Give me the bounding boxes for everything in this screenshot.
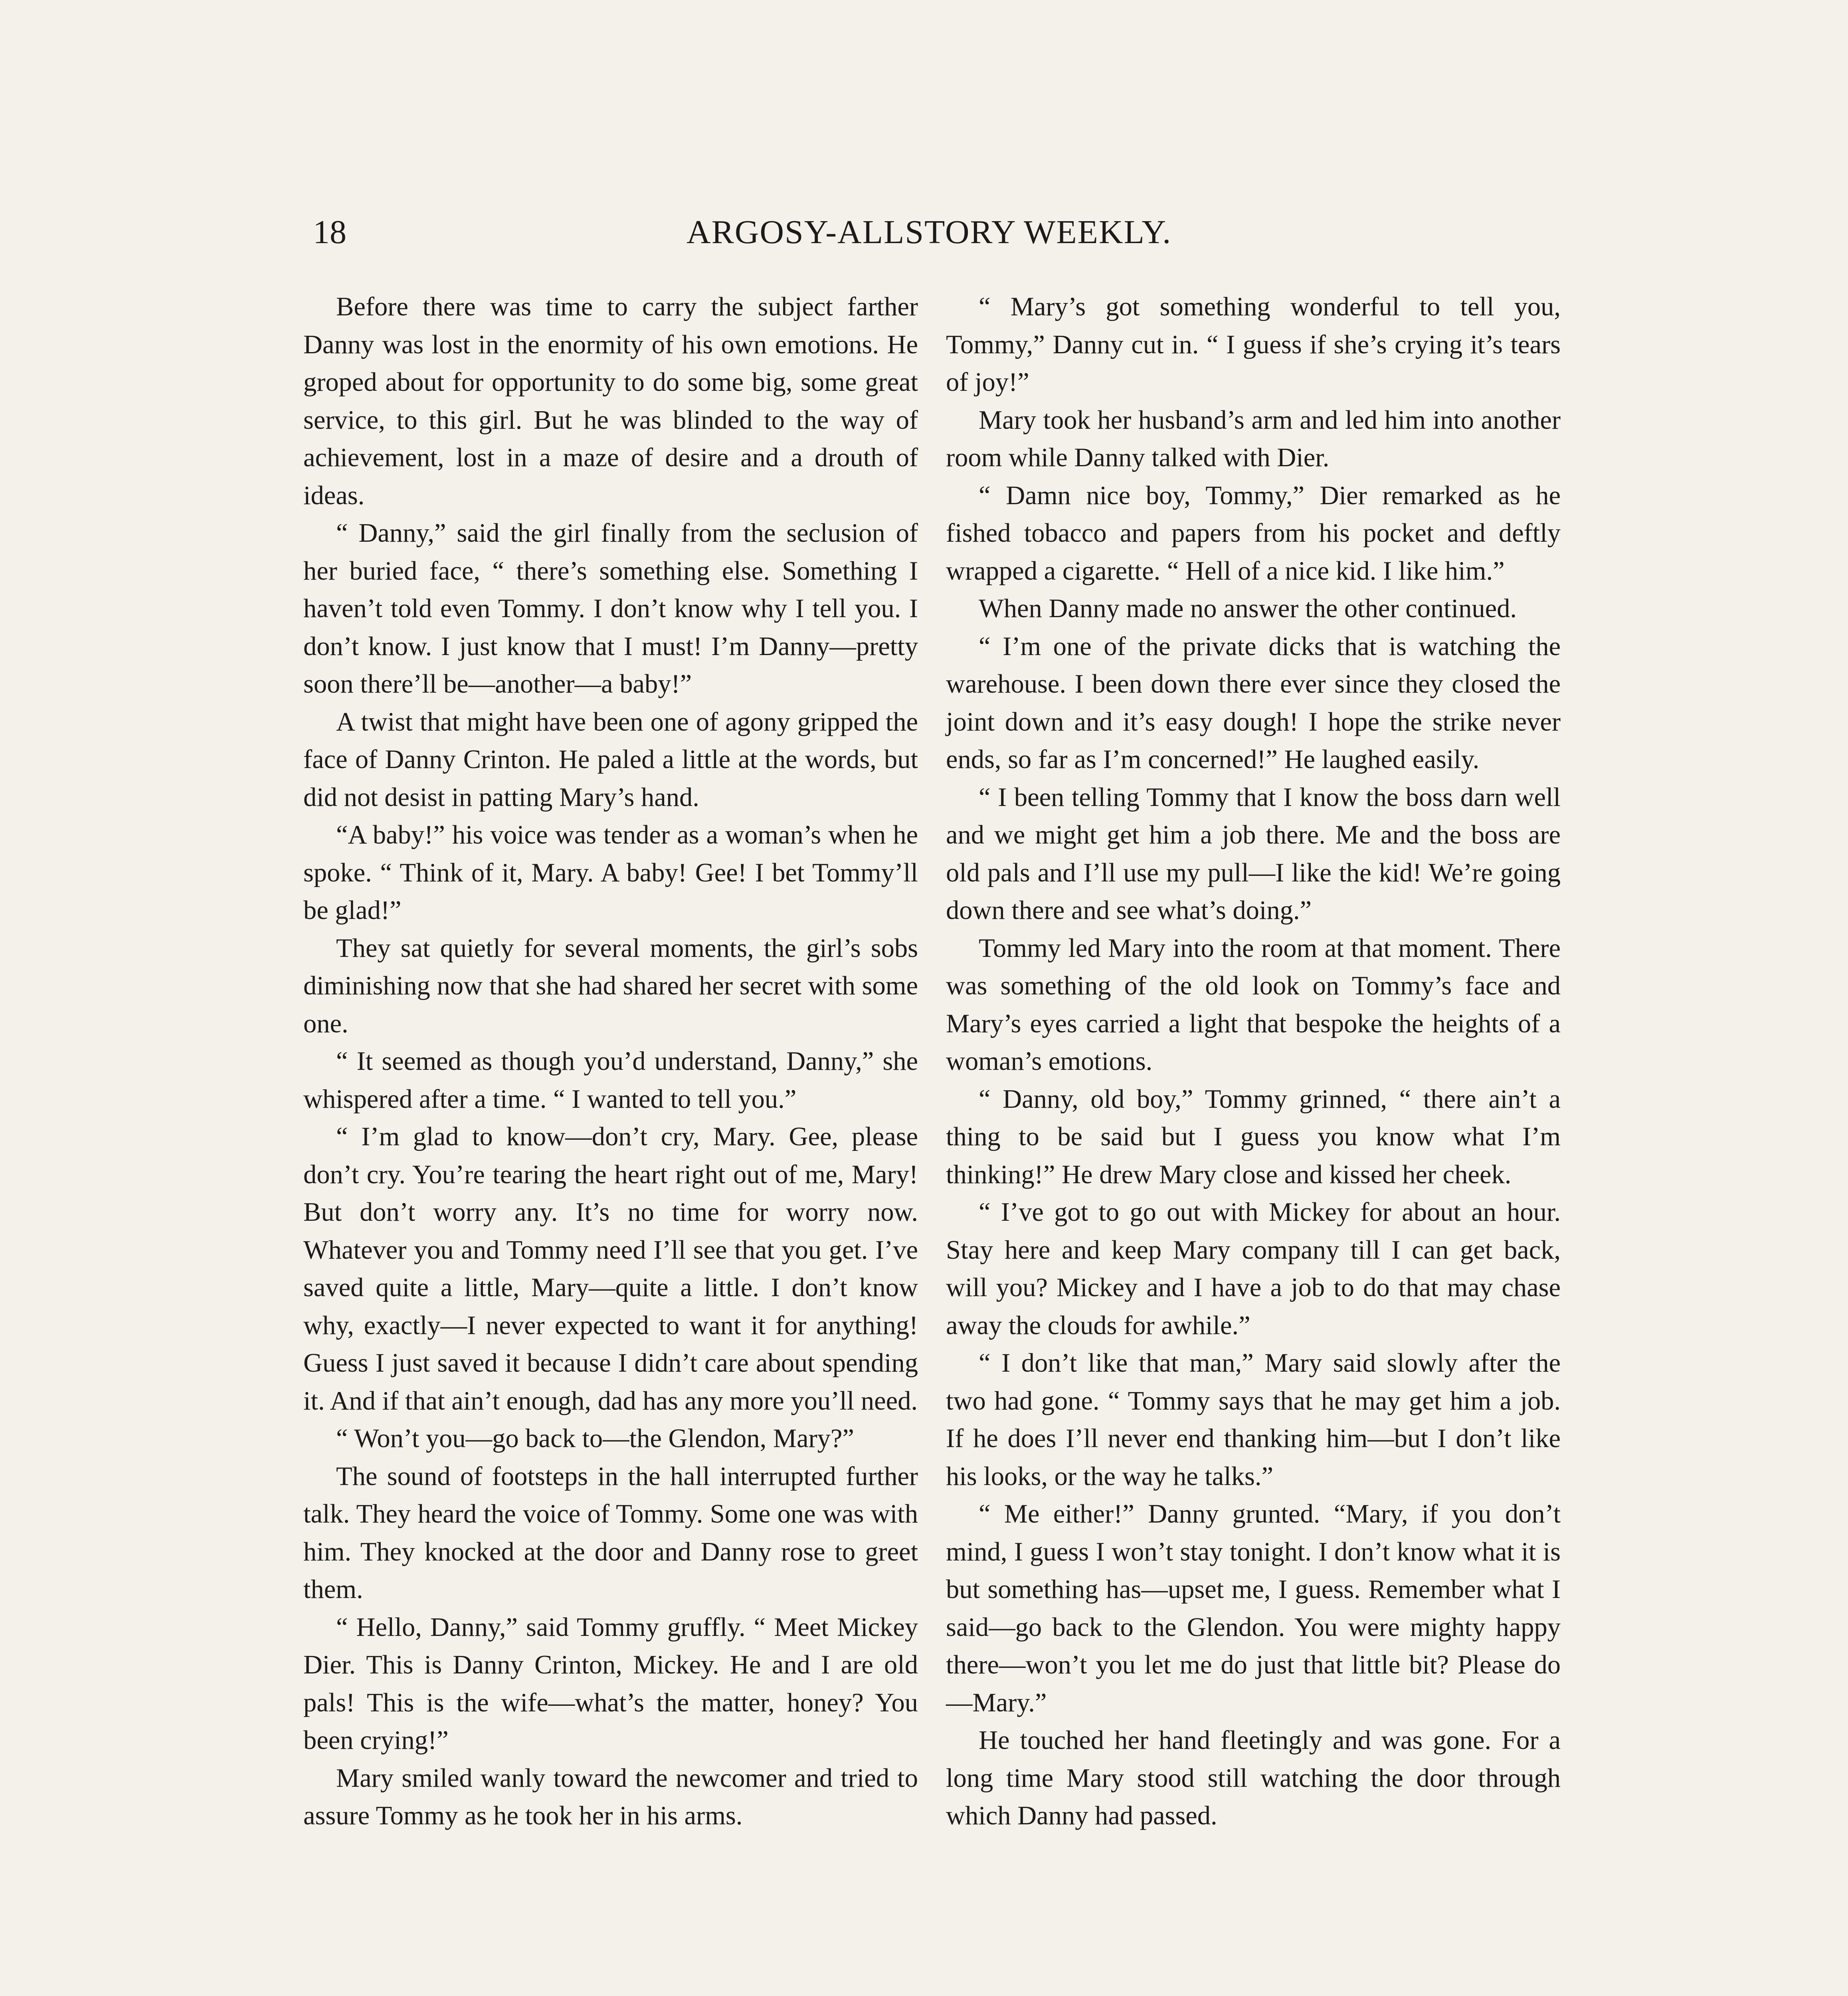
paragraph: The sound of footsteps in the hall interrupted further talk. They heard the voice of Tommy. Some one was with him. They knocked at the door and Danny rose to greet them. bbox=[303, 1461, 918, 1604]
paragraph: “ I don’t like that man,” Mary said slowly after the two had gone. “ Tommy says that he may get him a job. If he does I’ll never end thanking him—but I don’t like his looks, or the way he talks.” bbox=[946, 1348, 1561, 1491]
paragraph: “ Danny, old boy,” Tommy grinned, “ there ain’t a thing to be said but I guess you know what I’m thinking!” He drew Mary close and kissed her cheek. bbox=[946, 1084, 1561, 1189]
paragraph: “ Danny,” said the girl finally from the seclusion of her buried face, “ there’s something else. Something I haven’t told even Tommy. I don’t know why I tell you. I don’t know. I just know that I must! I’m Danny—pretty soon there’ll be—another—a baby!” bbox=[303, 519, 918, 699]
page-number: 18 bbox=[313, 214, 346, 251]
paragraph: Before there was time to carry the subject farther Danny was lost in the enormity of his own emotions. He groped about for opportunity to do some big, some great service, to this girl. But he was blinded to the way of achievement, lost in a maze of desire and a drouth of ideas. bbox=[303, 292, 918, 510]
paragraph: “ I been telling Tommy that I know the boss darn well and we might get him a job there. Me and the boss are old pals and I’ll use my pull—I like the kid! We’re going down there and see what’s doing.” bbox=[946, 782, 1561, 925]
paragraph: “ Me either!” Danny grunted. “Mary, if you don’t mind, I guess I won’t stay tonight. I don’t know what it is but something has—upset me, I guess. Remember what I said—go back to the Glendon. You were mighty happy there—won’t you let me do just that little bit? Please do—Mary.” bbox=[946, 1499, 1561, 1717]
right-column bbox=[946, 288, 1561, 1835]
paragraph: They sat quietly for several moments, the girl’s sobs diminishing now that she had shared her secret with some one. bbox=[303, 933, 918, 1038]
paragraph: “A baby!” his voice was tender as a woman’s when he spoke. “ Think of it, Mary. A baby! Gee! I bet Tommy’ll be glad!” bbox=[303, 820, 918, 925]
paragraph: “ Won’t you—go back to—the Glendon, Mary?” bbox=[336, 1424, 854, 1453]
paragraph: “ I’m glad to know—don’t cry, Mary. Gee, please don’t cry. You’re tearing the heart right out of me, Mary! But don’t worry any. It’s no time for worry now. Whatever you and Tommy need I’ll see that you get. I’ve saved quite a little, Mary—quite a little. I don’t know why, exactly—I never expected to want it for anything! Guess I just saved it because I didn’t care about spending it. And if that ain’t enough, dad has any more you’ll need. bbox=[303, 1122, 918, 1416]
paragraph: “ I’ve got to go out with Mickey for about an hour. Stay here and keep Mary company till I can get back, will you? Mickey and I have a job to do that may chase away the clouds for awhile.” bbox=[946, 1198, 1561, 1340]
paragraph: “ I’m one of the private dicks that is watching the warehouse. I been down there ever since they closed the joint down and it’s easy dough! I hope the strike never ends, so far as I’m concerned!” He laughed easily. bbox=[946, 632, 1561, 774]
paragraph: “ Mary’s got something wonderful to tell you, Tommy,” Danny cut in. “ I guess if she’s crying it’s tears of joy!” bbox=[946, 292, 1561, 397]
paragraph: Mary took her husband’s arm and led him into another room while Danny talked with Dier. bbox=[946, 405, 1561, 472]
paragraph: When Danny made no answer the other continued. bbox=[979, 594, 1517, 623]
paragraph: A twist that might have been one of agony gripped the face of Danny Crinton. He paled a little at the words, but did not desist in patting Mary’s hand. bbox=[303, 707, 918, 812]
paragraph: “ Damn nice boy, Tommy,” Dier remarked as he fished tobacco and papers from his pocket and deftly wrapped a cigarette. “ Hell of a nice kid. I like him.” bbox=[946, 481, 1561, 586]
left-column bbox=[303, 288, 918, 1835]
paragraph: “ Hello, Danny,” said Tommy gruffly. “ Meet Mickey Dier. This is Danny Crinton, Mickey. He and I are old pals! This is the wife—what’s the matter, honey? You been crying!” bbox=[303, 1612, 918, 1755]
paragraph: Tommy led Mary into the room at that moment. There was something of the old look on Tommy’s face and Mary’s eyes carried a light that bespoke the heights of a woman’s emotions. bbox=[946, 933, 1561, 1076]
running-head: ARGOSY-ALLSTORY WEEKLY. bbox=[687, 214, 1172, 251]
paragraph: “ It seemed as though you’d understand, Danny,” she whispered after a time. “ I wanted to tell you.” bbox=[303, 1047, 918, 1114]
paragraph: He touched her hand fleetingly and was gone. For a long time Mary stood still watching the door through which Danny had passed. bbox=[946, 1726, 1561, 1830]
paragraph: Mary smiled wanly toward the newcomer and tried to assure Tommy as he took her in his arms. bbox=[303, 1763, 918, 1830]
